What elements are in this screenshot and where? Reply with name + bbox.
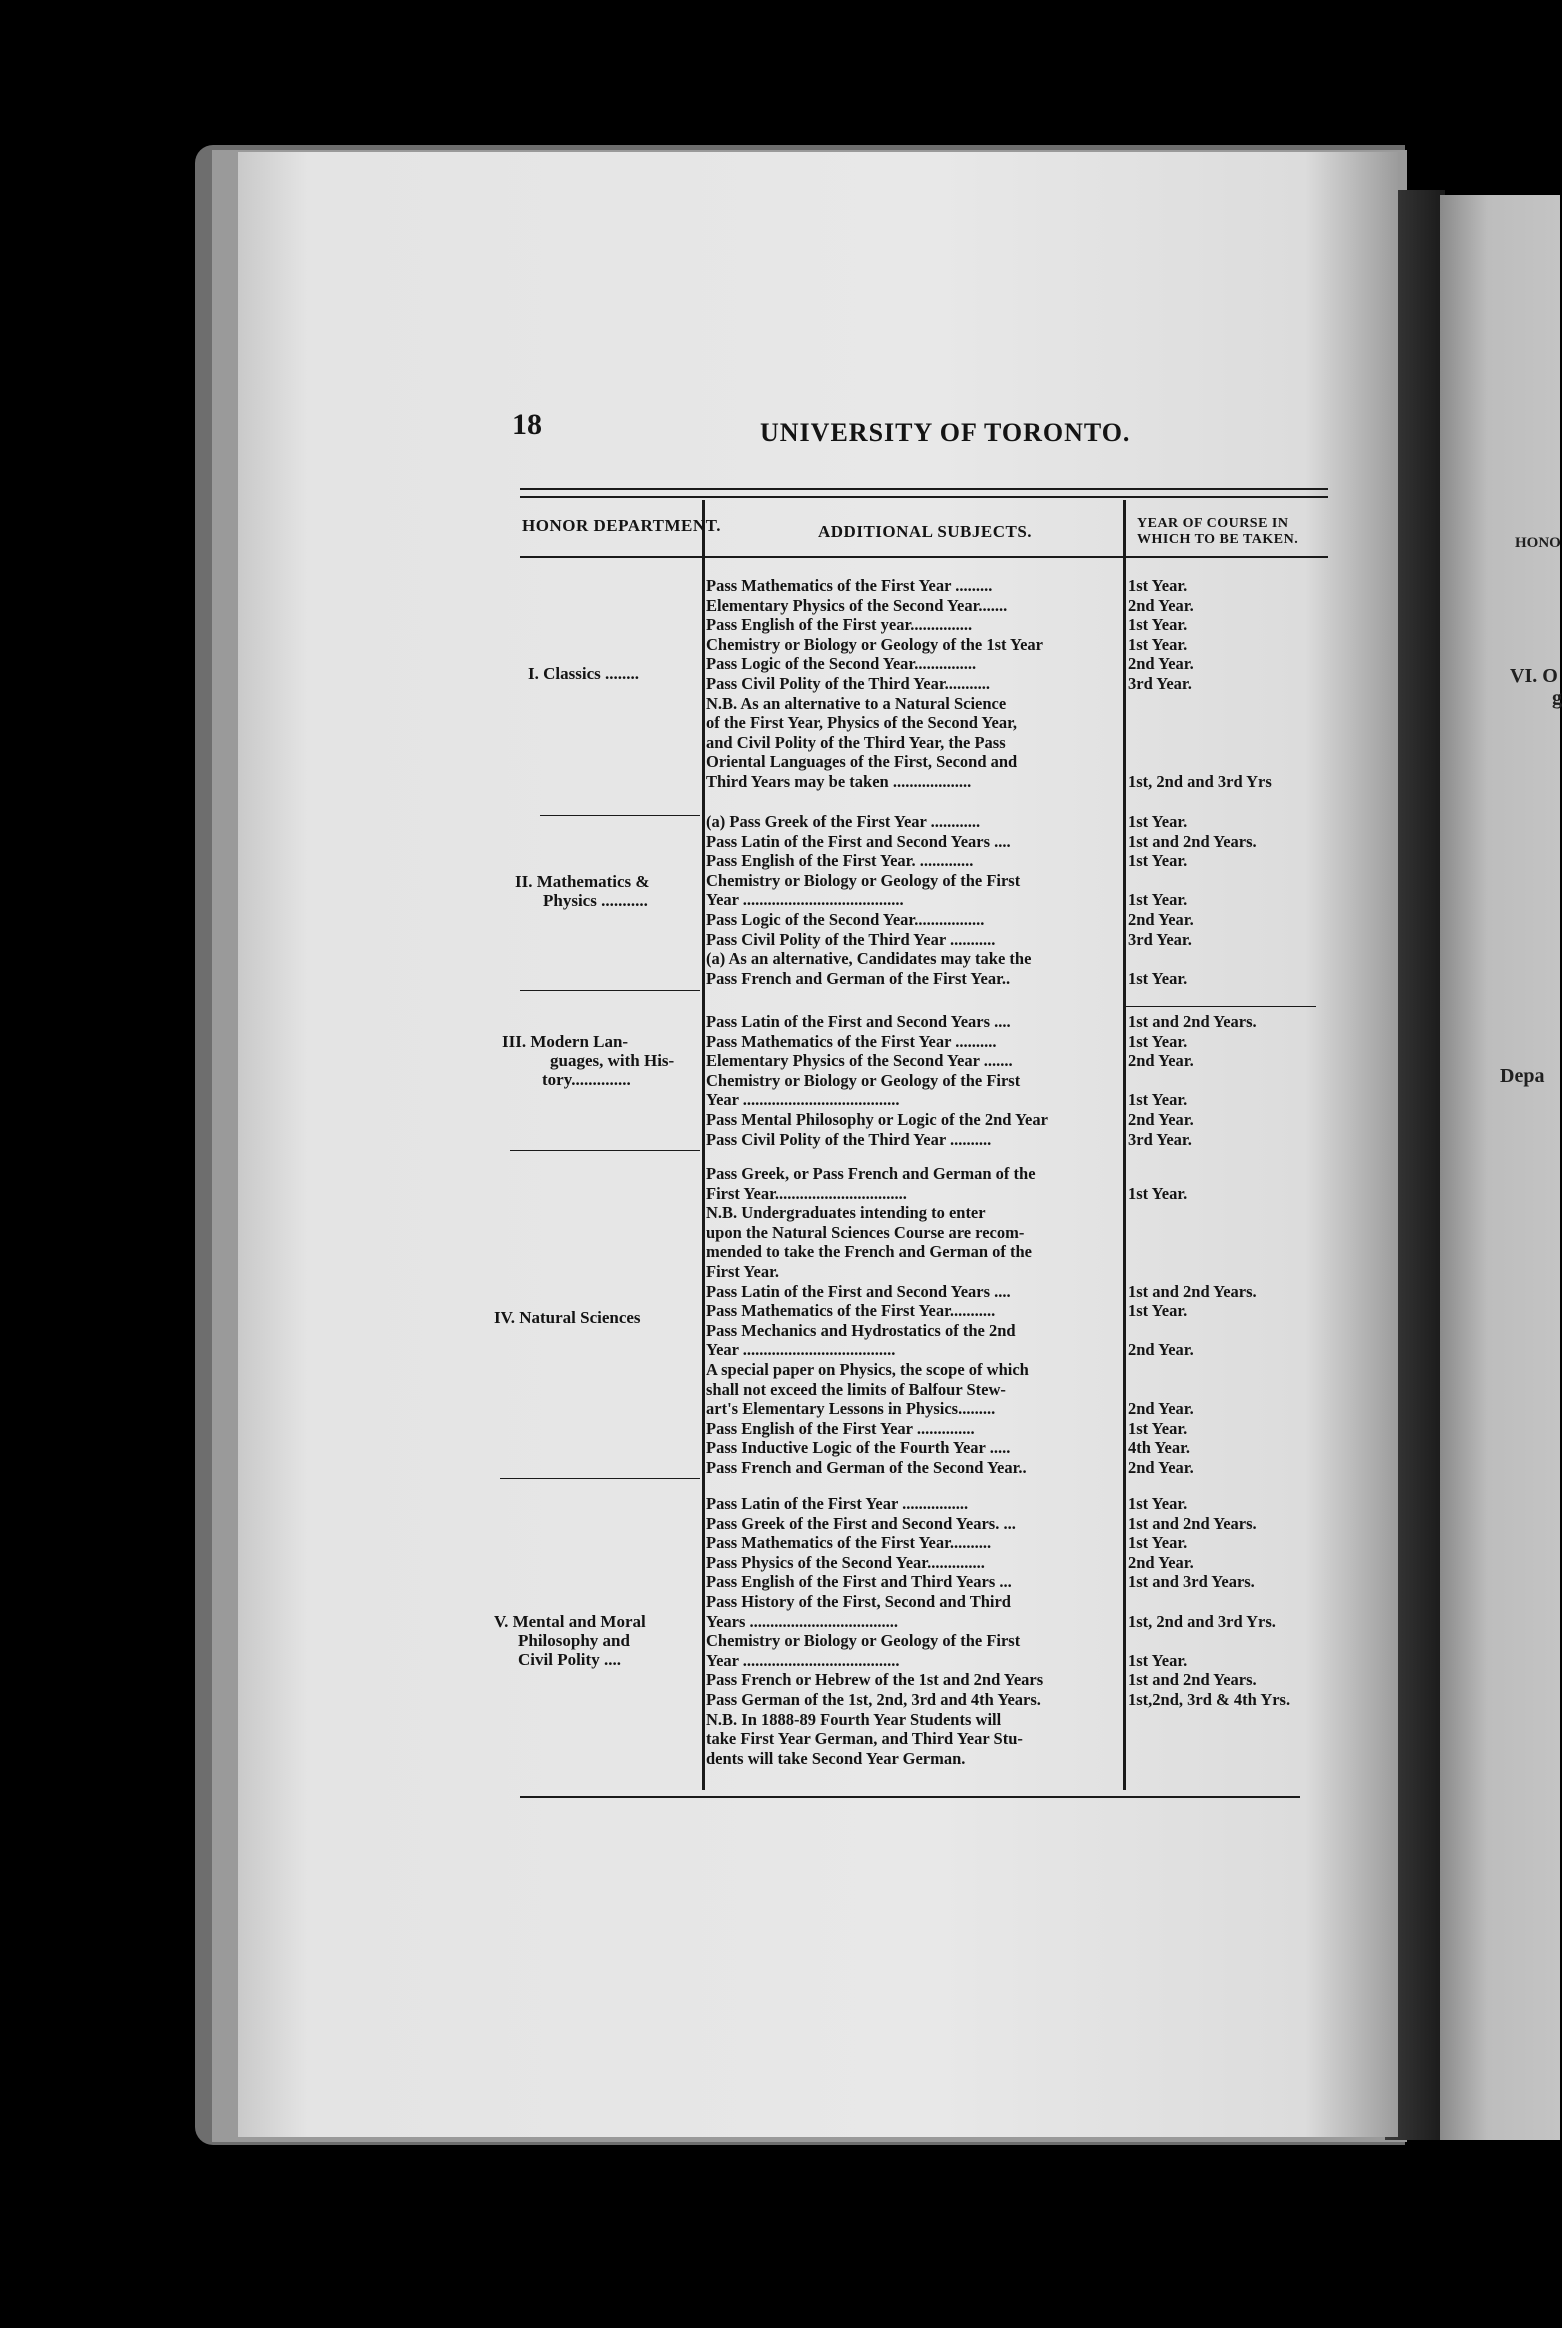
subject-line: N.B. In 1888-89 Fourth Year Students will [706,1709,1002,1729]
year-entry [1128,1360,1328,1380]
subject-line: Pass Mathematics of the First Year .......... [706,1031,997,1051]
subjects-classics [706,576,1124,792]
subject-line: upon the Natural Sciences Course are recom- [706,1222,1025,1242]
year-entry: 1st and 2nd Years. [1128,1513,1257,1533]
year-entry [1128,1749,1328,1769]
subject-line: (a) Pass Greek of the First Year ............ [706,812,981,831]
subject-line: dents will take Second Year German. [706,1748,966,1768]
year-entry: 2nd Year. [1128,595,1194,615]
year-entry: 1st and 2nd Years. [1128,1012,1257,1031]
year-entry: 1st and 2nd Years. [1128,831,1257,851]
subject-line: Chemistry or Biology or Geology of the First [706,1070,1021,1090]
year-entry: 4th Year. [1128,1438,1191,1458]
year-entry [1128,1592,1328,1612]
year-entry: 2nd Year. [1128,1399,1194,1419]
year-entry [1128,752,1328,772]
subject-line: (a) As an alternative, Candidates may take the [706,949,1032,969]
subject-line: Pass Latin of the First Year ................ [706,1494,969,1513]
subjects-modern-languages [706,1012,1124,1149]
year-entry: 3rd Year. [1128,673,1192,693]
column-divider-1 [702,500,705,1790]
year-entry [1128,1321,1328,1341]
column-header-department: HONOR DEPARTMENT. [522,516,721,535]
subject-line: A special paper on Physics, the scope of which [706,1359,1029,1379]
facing-entry-2: Depa [1500,1065,1545,1087]
years-mental-moral-philosophy [1128,1494,1328,1768]
section-rule [520,990,700,991]
subject-line: Year ...................................... [706,1650,900,1670]
year-entry [1128,871,1328,891]
year-entry: 1st and 2nd Years. [1128,1281,1257,1301]
subject-line: Pass English of the First and Third Years ... [706,1572,1012,1592]
year-entry: 2nd Year. [1128,1552,1194,1572]
year-entry: 1st Year. [1128,1494,1188,1513]
year-entry [1128,1710,1328,1730]
subject-line: Pass Latin of the First and Second Years .... [706,831,1011,851]
year-entry: 1st Year. [1128,1090,1188,1110]
year-entry [1128,1203,1328,1223]
table-bottom-rule [520,1796,1300,1798]
year-entry: 1st and 2nd Years. [1128,1670,1257,1690]
year-entry: 1st Year. [1128,615,1188,635]
year-entry: 1st Year. [1128,812,1188,831]
year-entry: 1st Year. [1128,851,1188,871]
subject-line: Pass Logic of the Second Year............... [706,654,977,674]
subject-line: First Year................................ [706,1183,907,1203]
year-entry: 1st Year. [1128,1183,1188,1203]
department-modern-languages: III. Modern Lan- guages, with His- tory.............. [502,1032,675,1089]
subject-line: Pass German of the 1st, 2nd, 3rd and 4th Years. [706,1689,1041,1709]
year-entry: 1st, 2nd and 3rd Yrs [1128,771,1272,791]
year-entry [1128,1262,1328,1282]
subject-line: Pass Greek of the First and Second Years. ... [706,1513,1016,1533]
years-natural-sciences [1128,1164,1328,1478]
department-natural-sciences: IV. Natural Sciences [494,1308,641,1327]
year-entry [1128,1223,1328,1243]
subject-line: Year ..................................... [706,1340,896,1360]
department-mental-moral-philosophy: V. Mental and Moral Philosophy and Civil Polity .... [494,1612,646,1669]
subject-line: Elementary Physics of the Second Year ....... [706,1051,1013,1071]
year-entry: 1st Year. [1128,576,1188,595]
year-entry [1128,1729,1328,1749]
year-entry: 2nd Year. [1128,654,1194,674]
year-entry: 2nd Year. [1128,1109,1194,1129]
year-entry: 1st Year. [1128,634,1188,654]
subject-line: Pass Physics of the Second Year.............. [706,1552,985,1572]
running-title: UNIVERSITY OF TORONTO. [760,418,1131,447]
section-rule [500,1478,700,1479]
year-entry: 1st and 3rd Years. [1128,1572,1255,1592]
subject-line: take First Year German, and Third Year Stu- [706,1729,1023,1749]
year-entry [1128,694,1328,714]
subject-line: Elementary Physics of the Second Year....... [706,595,1008,615]
year-entry: 1st, 2nd and 3rd Yrs. [1128,1611,1276,1631]
table-top-rule [520,488,1328,490]
subject-line: Pass Latin of the First and Second Years .... [706,1281,1011,1301]
year-entry: 3rd Year. [1128,929,1192,949]
year-entry: 2nd Year. [1128,1457,1194,1477]
subject-line: Pass French or Hebrew of the 1st and 2nd Years [706,1670,1044,1690]
subject-line: Pass Latin of the First and Second Years .... [706,1012,1011,1031]
page-number: 18 [512,408,542,441]
facing-entry-1: VI. O [1510,665,1558,687]
years-modern-languages [1128,1012,1328,1149]
year-entry: 1st Year. [1128,1301,1188,1321]
department-mathematics-physics: II. Mathematics & Physics ........... [515,872,650,910]
subject-line: Chemistry or Biology or Geology of the 1st Year [706,634,1043,654]
year-entry [1128,1071,1328,1091]
subject-line: Pass Mathematics of the First Year.......... [706,1533,992,1553]
year-entry [1128,713,1328,733]
subject-line: Pass Logic of the Second Year................. [706,909,985,929]
year-entry: 3rd Year. [1128,1129,1192,1149]
subject-line: Pass Mathematics of the First Year........... [706,1301,996,1321]
year-entry [1128,1164,1328,1184]
year-entry: 2nd Year. [1128,1051,1194,1071]
subject-line: Pass English of the First year............... [706,615,973,635]
year-entry [1128,949,1328,969]
subjects-mathematics-physics [706,812,1124,988]
subject-line: Pass French and German of the Second Year.. [706,1457,1027,1477]
subject-line: Year ...................................... [706,1090,900,1110]
subject-line: Pass Inductive Logic of the Fourth Year ..... [706,1438,1011,1458]
section-rule [1126,1006,1316,1007]
section-rule [510,1150,700,1151]
department-classics: I. Classics ........ [528,664,639,683]
subject-line: Pass English of the First Year .............. [706,1418,975,1438]
table-header-rule [520,556,1328,558]
year-entry: 2nd Year. [1128,1340,1194,1360]
table-top-rule-2 [520,496,1328,498]
subject-line: Third Years may be taken ................... [706,771,972,791]
year-entry: 1st Year. [1128,1650,1188,1670]
subject-line: Oriental Languages of the First, Second and [706,752,1018,772]
year-entry: 1st Year. [1128,1031,1188,1051]
subject-line: Pass Mechanics and Hydrostatics of the 2nd [706,1320,1016,1340]
year-entry [1128,1380,1328,1400]
subject-line: mended to take the French and German of the [706,1242,1033,1262]
year-entry [1128,1242,1328,1262]
subject-line: N.B. As an alternative to a Natural Science [706,693,1007,713]
subjects-natural-sciences [706,1164,1124,1478]
subject-line: art's Elementary Lessons in Physics......... [706,1399,996,1419]
subject-line: Pass History of the First, Second and Third [706,1591,1011,1611]
year-entry [1128,733,1328,753]
subject-line: Pass Mathematics of the First Year ......... [706,576,993,595]
subject-line: Chemistry or Biology or Geology of the First [706,1631,1021,1651]
year-entry: 1st Year. [1128,1418,1188,1438]
subject-line: shall not exceed the limits of Balfour Stew- [706,1379,1006,1399]
year-entry: 1st Year. [1128,1533,1188,1553]
subject-line: Pass Greek, or Pass French and German of the [706,1164,1036,1183]
facing-page [1440,195,1560,2140]
subject-line: Pass Mental Philosophy or Logic of the 2nd Year [706,1109,1048,1129]
subject-line: of the First Year, Physics of the Second Year, [706,713,1018,733]
section-rule [540,815,700,816]
year-entry: 1st Year. [1128,890,1188,910]
year-entry: 1st Year. [1128,968,1188,988]
subject-line: Pass Civil Polity of the Third Year .......... [706,1129,992,1149]
subjects-mental-moral-philosophy [706,1494,1124,1768]
column-header-subjects: ADDITIONAL SUBJECTS. [818,522,1033,541]
year-entry: 1st,2nd, 3rd & 4th Yrs. [1128,1689,1291,1709]
facing-entry-1b: g [1552,687,1562,709]
subject-line: Pass English of the First Year. ............. [706,851,974,871]
column-header-year: YEAR OF COURSE IN WHICH TO BE TAKEN. [1137,516,1299,547]
years-mathematics-physics [1128,812,1328,988]
year-entry [1128,1631,1328,1651]
subject-line: Chemistry or Biology or Geology of the First [706,870,1021,890]
subject-line: and Civil Polity of the Third Year, the Pass [706,732,1006,752]
year-entry: 2nd Year. [1128,909,1194,929]
subject-line: First Year. [706,1261,780,1281]
years-classics [1128,576,1328,792]
subject-line: N.B. Undergraduates intending to enter [706,1203,986,1223]
subject-line: Pass Civil Polity of the Third Year ........... [706,929,996,949]
subject-line: Years .................................... [706,1611,899,1631]
subject-line: Year ....................................... [706,890,904,910]
facing-col-head: HONO [1515,535,1561,551]
subject-line: Pass French and German of the First Year.. [706,968,1011,988]
subject-line: Pass Civil Polity of the Third Year........... [706,673,991,693]
